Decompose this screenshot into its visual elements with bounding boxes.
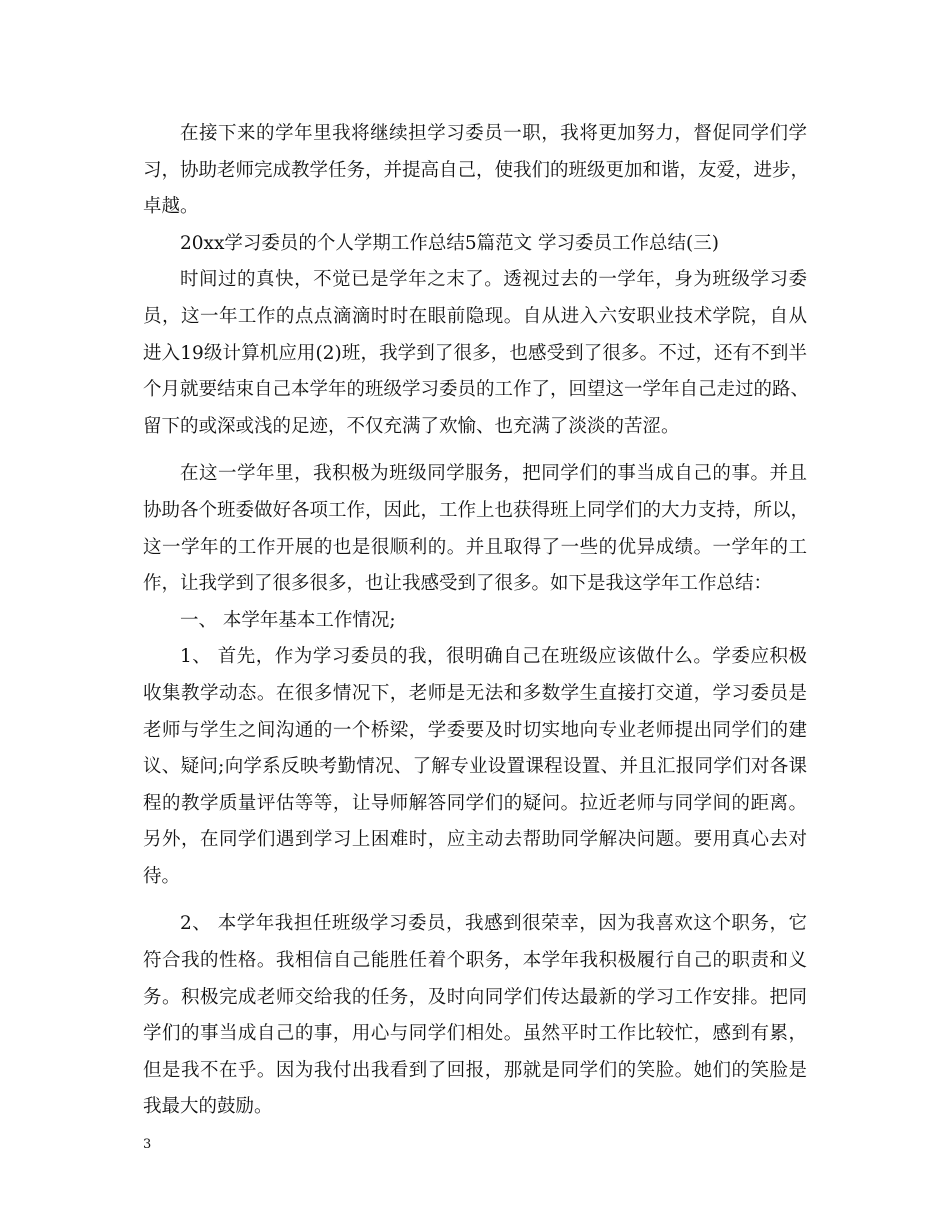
section-heading (143, 603, 807, 640)
heading-line: 一、 本学年基本工作情况; (180, 609, 396, 631)
text-line: 在接下来的学年里我将继续担学习委员一职，我将更加努力，督促同学们学 (180, 123, 807, 144)
text-line: 作，让我学到了很多很多，也让我感受到了很多。如下是我这学年工作总结： (143, 573, 773, 595)
text-line: 在这一学年里，我积极为班级同学服务，把同学们的事当成自己的事。并且 (180, 463, 807, 485)
text-line: 卓越。 (143, 196, 199, 218)
paragraph-spacer (143, 895, 807, 906)
text-line: 老师与学生之间沟通的一个桥梁，学委要及时切实地向专业老师提出同学们的建 (143, 719, 807, 741)
text-line: 学们的事当成自己的事，用心与同学们相处。虽然平时工作比较忙，感到有累， (143, 1023, 807, 1045)
text-line: 但是我不在乎。因为我付出我看到了回报，那就是同学们的笑脸。她们的笑脸是 (143, 1059, 807, 1081)
article-heading (143, 226, 807, 263)
document-body (143, 116, 810, 1126)
page-number: 3 (143, 1137, 152, 1152)
text-line: 这一学年的工作开展的也是很顺利的。并且取得了一些的优异成绩。一学年的工 (143, 536, 807, 558)
text-line: 留下的或深或浅的足迹，不仅充满了欢愉、也充满了淡淡的苦涩。 (143, 415, 680, 437)
list-item (143, 639, 807, 895)
text-line: 协助各个班委做好各项工作，因此，工作上也获得班上同学们的大力支持，所以， (143, 499, 810, 521)
heading-line: 20xx学习委员的个人学期工作总结5篇范文 学习委员工作总结(三) (180, 232, 719, 254)
text-line: 习，协助老师完成教学任务，并提高自己，使我们的班级更加和谐，友爱，进步， (143, 159, 810, 181)
text-line: 程的教学质量评估等等，让导师解答同学们的疑问。拉近老师与同学间的距离。 (143, 792, 807, 814)
paragraph (143, 262, 810, 445)
paragraph-spacer (143, 445, 807, 456)
text-line: 我最大的鼓励。 (143, 1096, 273, 1118)
text-line: 另外，在同学们遇到学习上困难时，应主动去帮助同学解决问题。要用真心去对 (143, 829, 807, 851)
text-line: 待。 (143, 865, 181, 887)
text-line: 1、 首先，作为学习委员的我，很明确自己在班级应该做什么。学委应积极 (180, 646, 807, 668)
text-line: 个月就要结束自己本学年的班级学习委员的工作了，回望这一学年自己走过的路、 (143, 379, 810, 401)
text-line: 务。积极完成老师交给我的任务，及时向同学们传达最新的学习工作安排。把同 (143, 986, 807, 1008)
list-item (143, 906, 807, 1126)
text-line: 收集教学动态。在很多情况下，老师是无法和多数学生直接打交道，学习委员是 (143, 682, 807, 704)
text-line: 符合我的性格。我相信自己能胜任着个职务，本学年我积极履行自己的职责和义 (143, 950, 807, 972)
text-line: 2、 本学年我担任班级学习委员，我感到很荣幸，因为我喜欢这个职务，它 (180, 913, 807, 935)
text-line: 员，这一年工作的点点滴滴时时在眼前隐现。自从进入六安职业技术学院，自从 (143, 305, 807, 327)
text-line: 议、疑问;向学系反映考勤情况、了解专业设置课程设置、并且汇报同学们对各课 (143, 756, 807, 778)
text-line: 进入19级计算机应用(2)班，我学到了很多，也感受到了很多。不过，还有不到半 (143, 342, 807, 364)
text-line: 时间过的真快，不觉已是学年之末了。透视过去的一学年，身为班级学习委 (180, 269, 807, 291)
paragraph (143, 116, 810, 226)
paragraph (143, 456, 810, 602)
